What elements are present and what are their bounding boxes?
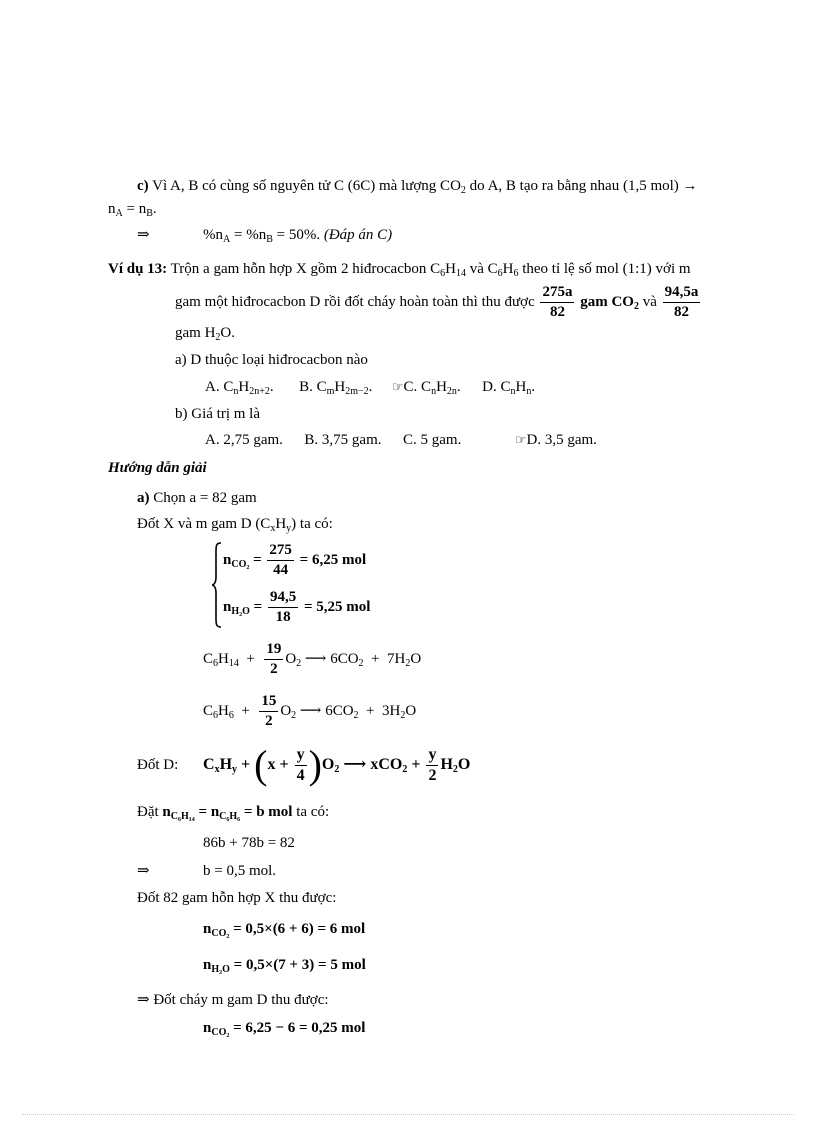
- option-b-a: A. 2,75 gam.: [205, 432, 283, 448]
- example-13-line2: gam một hiđrocacbon D rồi đốt cháy hoàn toàn thì thu được $\frac{275a}{82}$ gam $CO_2$ và $\frac{94,5a}{82}$: [175, 284, 699, 321]
- eq-n-h2o: $n_{H_2O}$ = $\frac{94,5}{18}$ = 5,25 mol: [223, 589, 371, 626]
- option-a-b: B. C: [299, 379, 327, 395]
- hand-pointer-icon: ☞: [514, 433, 527, 448]
- burn-82-line: Đốt 82 gam hỗn hợp X thu được:: [137, 890, 337, 906]
- burn-m-line: ⇒ Đốt cháy m gam D thu được:: [137, 992, 329, 1008]
- question-a: a) D thuộc loại hiđrocacbon nào: [175, 352, 368, 368]
- implies-b: ⇒: [137, 863, 150, 879]
- option-b-d: D. 3,5 gam.: [526, 432, 597, 448]
- burn-d-label: Đốt D:: [137, 757, 179, 773]
- part-c-percent: $\%n_A = \%n_B = 50\%$. (Đáp án C): [203, 227, 393, 245]
- example-13-line1: Ví dụ 13: Trộn a gam hỗn hợp X gồm 2 hiđrocacbon $C_6H_{14}$ và $C_6H_6$ theo tỉ lệ số mol (1:1) với m: [108, 261, 691, 279]
- solution-heading: Hướng dẫn giải: [108, 460, 207, 476]
- part-c-line2: $n_A = n_B$.: [108, 201, 157, 219]
- fraction-co2-mass: $\frac{275a}{82}$: [542, 284, 573, 321]
- reaction-c6h14: $C_6H_{14}$ + $\frac{19}{2}$ $O_2$ ⟶ $6CO_2 + 7H_2O$: [203, 641, 422, 678]
- question-a-options: A. $C_nH_{2n+2}$. B. $C_mH_{2m-2}$. ☞C. $C_nH_{2n}$. D. $C_nH_n$.: [205, 379, 536, 397]
- question-b: b) Giá trị m là: [175, 406, 260, 422]
- option-a-a: A. C: [205, 379, 234, 395]
- b-value: b = 0,5 mol.: [203, 863, 277, 879]
- d-n-co2: $n_{CO_2} = 6,25 - 6 = 0,25$ mol: [203, 1020, 366, 1038]
- option-a-c: C. C: [403, 379, 432, 395]
- reaction-d: $C_xH_y + (x$ + $\frac{y}{4}$ )$O_2$ ⟶ xCO$_2$ + $\frac{y}{2}$ $H_2O$: [203, 742, 471, 788]
- option-b-b: B. 3,75 gam.: [304, 432, 382, 448]
- option-b-c: C. 5 gam.: [403, 432, 462, 448]
- x-n-co2: $n_{CO_2} = 0,5\times(6 + 6) = 6$ mol: [203, 921, 366, 939]
- page-bottom-divider: [22, 1114, 794, 1115]
- x-n-h2o: $n_{H_2O} = 0,5\times(7 + 3) = 5$ mol: [203, 957, 366, 975]
- option-a-d: D. C: [482, 379, 511, 395]
- left-brace: [211, 542, 223, 628]
- eq-86b: 86b + 78b = 82: [203, 835, 295, 851]
- question-b-options: [205, 431, 597, 450]
- hand-pointer-icon: ☞: [391, 380, 404, 395]
- example-13-line3: gam $H_2O$.: [175, 325, 236, 343]
- solution-burn-x: Đốt X và m gam D $(C_xH_y)$ ta có:: [137, 516, 333, 534]
- eq-n-co2: $n_{CO_2}$ = $\frac{275}{44}$ = 6,25 mol: [223, 542, 367, 579]
- part-c-line1: c) Vì A, B có cùng số nguyên tử C (6C) mà lượng $CO_2$ do A, B tạo ra bằng nhau (1,5 mol) →: [137, 178, 698, 196]
- fraction-h2o-mass: $\frac{94,5a}{82}$: [664, 284, 699, 321]
- solution-a: a) Chọn a = 82 gam: [137, 490, 257, 506]
- answer-c: (Đáp án C): [323, 227, 393, 243]
- reaction-c6h6: $C_6H_6$ + $\frac{15}{2}$ $O_2$ ⟶ $6CO_2 + 3H_2O$: [203, 693, 417, 730]
- part-c-result: ⇒: [137, 227, 150, 243]
- set-b-line: Đặt $n_{C_6H_{14}} = n_{C_6H_6} = b$ mol ta có:: [137, 804, 330, 822]
